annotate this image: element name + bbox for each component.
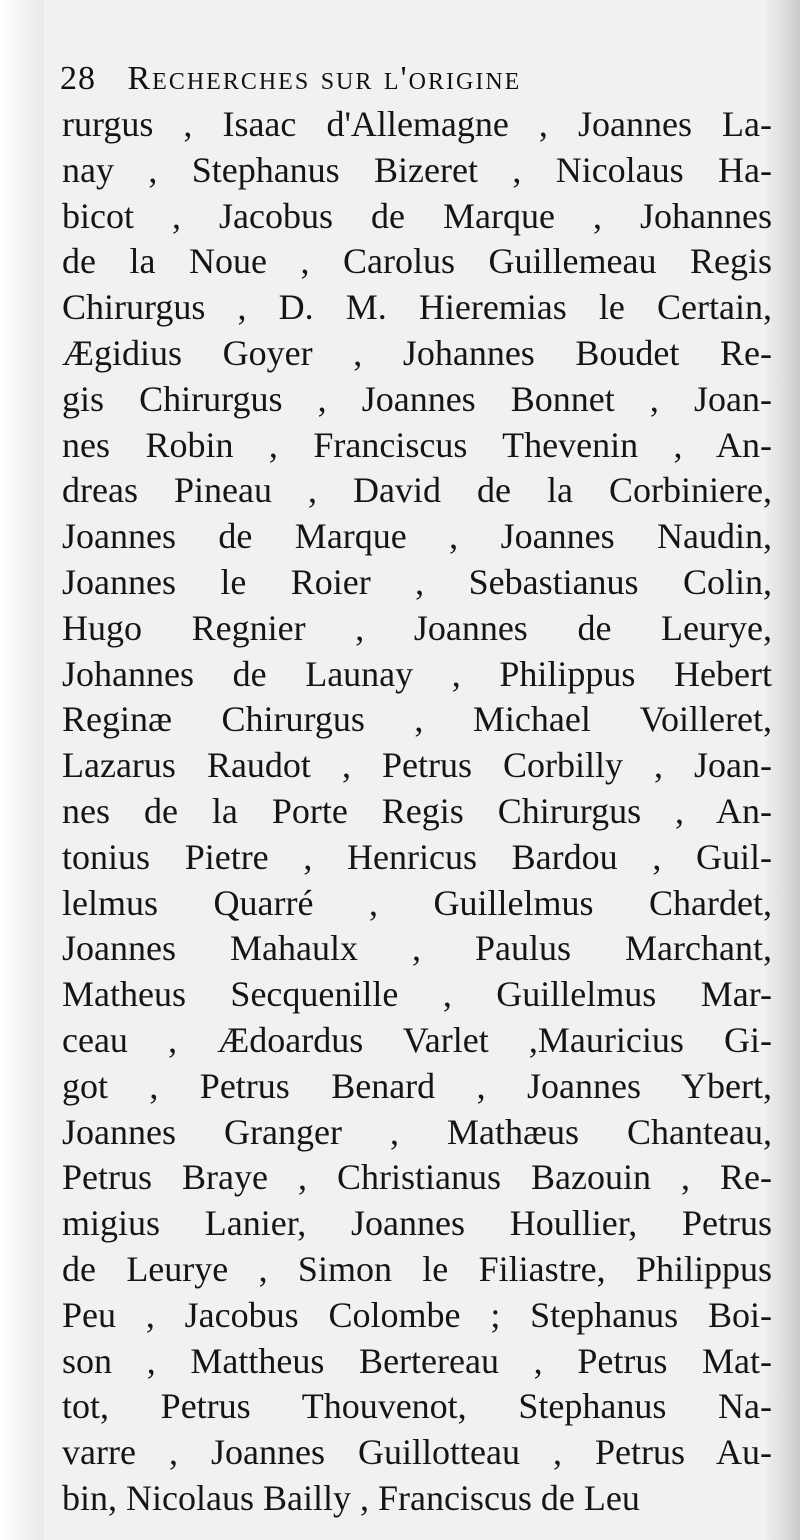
text-line: Matheus Secquenille , Guillelmus Mar- [62,974,772,1015]
body-text [62,102,772,1522]
left-margin-strip [0,0,44,1540]
text-line: Joannes Granger , Mathæus Chanteau, [62,1111,772,1152]
text-line: tot, Petrus Thouvenot, Stephanus Na- [62,1386,772,1427]
text-line: nes Robin , Franciscus Thevenin , An- [62,424,772,465]
text-line: lelmus Quarré , Guillelmus Chardet, [62,882,772,923]
text-line: son , Mattheus Bertereau , Petrus Mat- [62,1340,772,1381]
running-header [60,56,770,102]
text-line: Ægidius Goyer , Johannes Boudet Re- [62,332,772,373]
running-title: Recherches sur l'origine [127,60,522,97]
text-line: varre , Joannes Guillotteau , Petrus Au- [62,1432,772,1473]
text-line: Joannes le Roier , Sebastianus Colin, [62,561,772,602]
text-line: Joannes Mahaulx , Paulus Marchant, [62,928,772,969]
text-line: nay , Stephanus Bizeret , Nicolaus Ha- [62,149,772,190]
text-line: bicot , Jacobus de Marque , Johannes [62,195,772,236]
text-line: rurgus , Isaac d'Allemagne , Joannes La- [62,104,772,144]
text-line: de la Noue , Carolus Guillemeau Regis [62,241,772,282]
text-line: nes de la Porte Regis Chirurgus , An- [62,790,772,831]
text-line: de Leurye , Simon le Filiastre, Philippus [62,1248,772,1289]
text-line: ceau , Ædoardus Varlet ,Mauricius Gi- [62,1019,772,1060]
page-number: 28 [60,60,96,97]
text-line: gis Chirurgus , Joannes Bonnet , Joan- [62,378,772,419]
text-line: tonius Pietre , Henricus Bardou , Guil- [62,836,772,877]
text-line: Joannes de Marque , Joannes Naudin, [62,516,772,557]
text-line: Peu , Jacobus Colombe ; Stephanus Boi- [62,1294,772,1335]
text-line: Reginæ Chirurgus , Michael Voilleret, [62,699,772,740]
text-line: Johannes de Launay , Philippus Hebert [62,653,772,694]
text-line: migius Lanier, Joannes Houllier, Petrus [62,1203,772,1244]
text-line: Lazarus Raudot , Petrus Corbilly , Joan- [62,745,772,786]
text-line: got , Petrus Benard , Joannes Ybert, [62,1065,772,1106]
text-line: dreas Pineau , David de la Corbiniere, [62,470,772,511]
text-line: Petrus Braye , Christianus Bazouin , Re- [62,1157,772,1198]
text-line: Hugo Regnier , Joannes de Leurye, [62,607,772,648]
text-line: bin, Nicolaus Bailly , Franciscus de Leu [62,1477,640,1518]
text-line: Chirurgus , D. M. Hieremias le Certain, [62,287,772,328]
